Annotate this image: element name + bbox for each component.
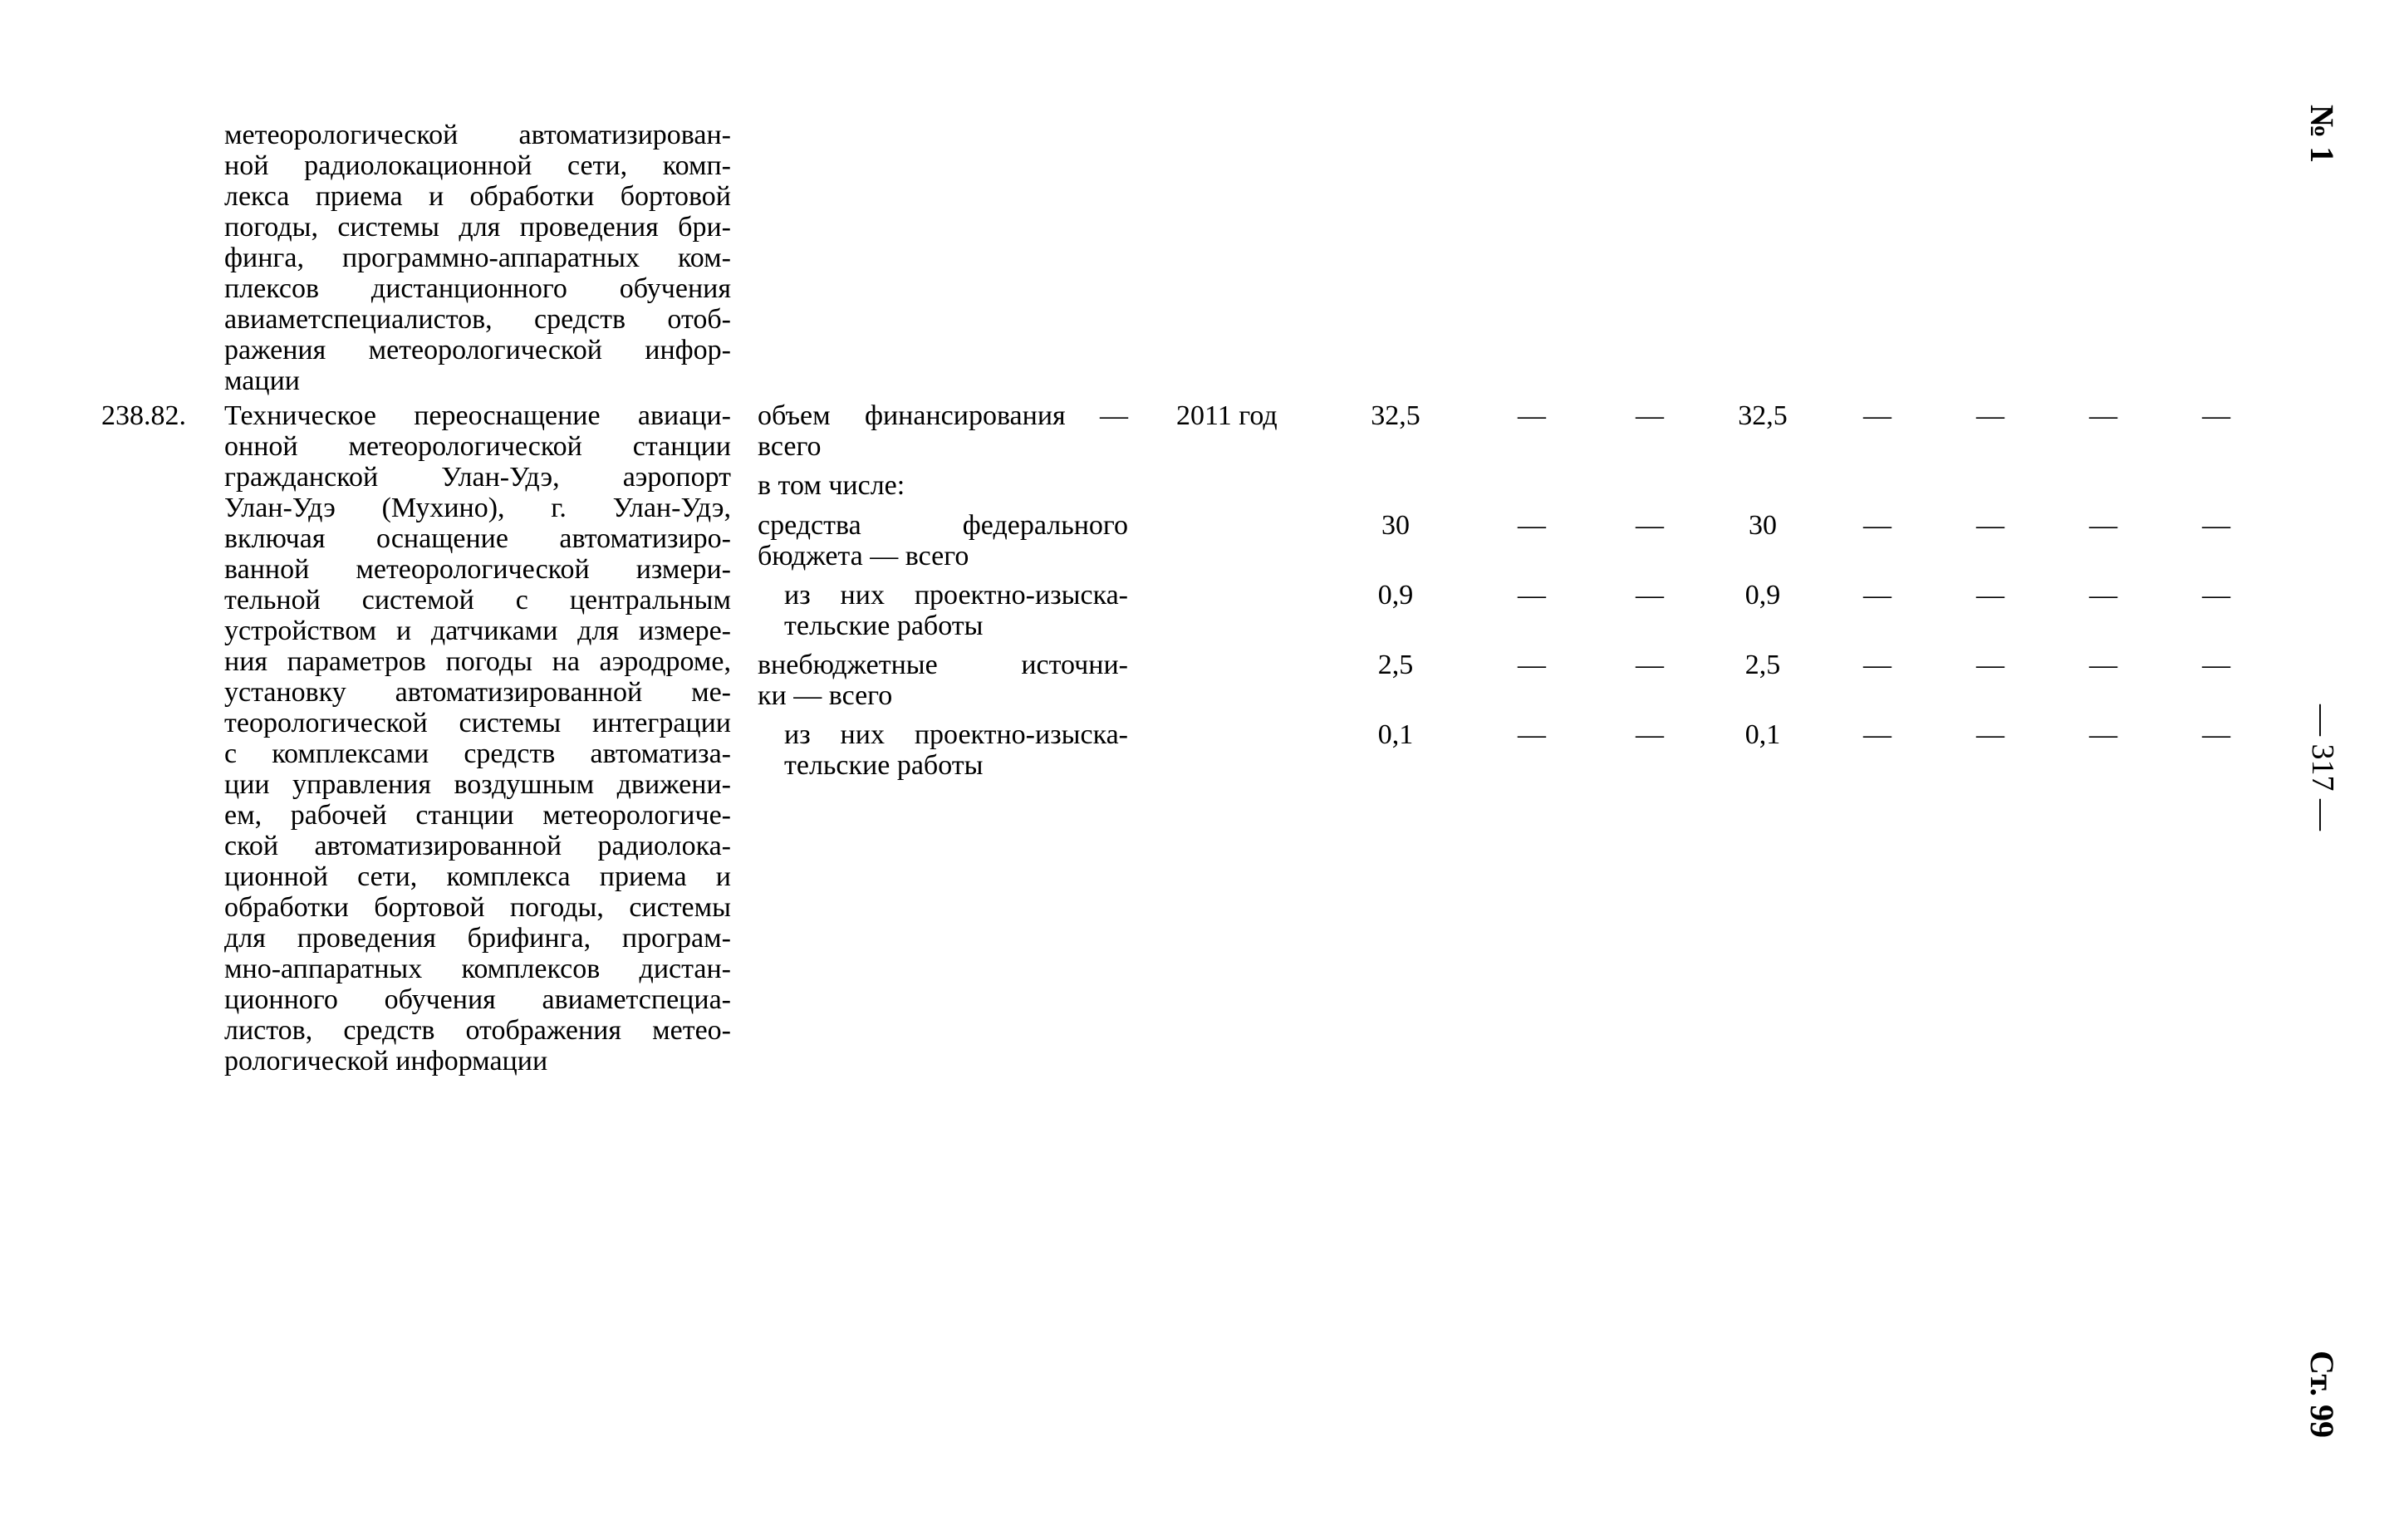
text-line: ем, рабочей станции метеорологиче- <box>224 800 731 831</box>
text-line: авиаметспециалистов, средств отоб- <box>224 304 731 335</box>
text-line: ки — всего <box>758 680 893 711</box>
text-line: мно-аппаратных комплексов дистан- <box>224 954 731 984</box>
text-line: ной радиолокационной сети, комп- <box>224 150 731 181</box>
value-cell: 2,5 <box>1377 650 1414 680</box>
text-line: ния параметров погоды на аэродроме, <box>224 646 731 677</box>
text-line: установку автоматизированной ме- <box>224 677 731 708</box>
text-line: метеорологической автоматизирован- <box>224 120 731 150</box>
value-cell: — <box>1518 719 1546 750</box>
value-cell: — <box>1518 510 1546 541</box>
value-cell: — <box>2089 400 2117 431</box>
text-line: финга, программно-аппаратных ком- <box>224 243 731 273</box>
text-line: ской автоматизированной радиолока- <box>224 831 731 861</box>
text-line: для проведения брифинга, програм- <box>224 923 731 954</box>
value-cell: — <box>1636 650 1664 680</box>
text-line: мации <box>224 365 300 396</box>
value-cell: 0,1 <box>1744 719 1781 750</box>
value-cell: — <box>1863 400 1891 431</box>
text-line: тельские работы <box>784 750 984 781</box>
text-line: средства федерального <box>758 510 1128 541</box>
issue-number: № 1 <box>2303 105 2341 164</box>
funding-label-federal <box>758 510 1128 571</box>
value-cell: — <box>1863 510 1891 541</box>
text-line: плексов дистанционного обучения <box>224 273 731 304</box>
text-line: бюджета — всего <box>758 541 969 571</box>
value-cell: — <box>1976 580 2004 611</box>
article-number: Ст. 99 <box>2303 1351 2341 1438</box>
funding-label-extrabudget <box>758 650 1128 711</box>
text-line: внебюджетные источни- <box>758 650 1128 680</box>
item-number: 238.82. <box>101 400 186 431</box>
text-line: включая оснащение автоматизиро- <box>224 523 731 554</box>
value-cell: — <box>2202 400 2230 431</box>
value-cell: — <box>1976 719 2004 750</box>
value-cell: 0,1 <box>1377 719 1414 750</box>
value-cell: 32,5 <box>1738 400 1788 431</box>
value-cell: — <box>1518 580 1546 611</box>
value-cell: — <box>2202 650 2230 680</box>
text-line: ражения метеорологической инфор- <box>224 335 731 365</box>
value-cell: — <box>1636 719 1664 750</box>
value-cell: — <box>2089 580 2117 611</box>
text-line: ционного обучения авиаметспециа- <box>224 984 731 1015</box>
text-line: листов, средств отображения метео- <box>224 1015 731 1046</box>
value-cell: — <box>1863 650 1891 680</box>
text-line: гражданской Улан-Удэ, аэропорт <box>224 462 731 493</box>
text-line: онной метеорологической станции <box>224 431 731 462</box>
text-line: рологической информации <box>224 1046 548 1077</box>
text-line: обработки бортовой погоды, системы <box>224 892 731 923</box>
text-line: Улан-Удэ (Мухино), г. Улан-Удэ, <box>224 493 731 523</box>
value-cell: 32,5 <box>1371 400 1420 431</box>
value-cell: 0,9 <box>1377 580 1414 611</box>
text-line: ции управления воздушным движени- <box>224 769 731 800</box>
text-line: ванной метеорологической измери- <box>224 554 731 585</box>
text-line: тельной системой с центральным <box>224 585 731 616</box>
prev-item-description <box>224 120 731 396</box>
funding-label-federal-survey <box>784 580 1128 641</box>
funding-label-total <box>758 400 1128 462</box>
text-line: ционной сети, комплекса приема и <box>224 861 731 892</box>
value-cell: — <box>1636 510 1664 541</box>
value-cell: — <box>2089 719 2117 750</box>
value-cell: — <box>1976 510 2004 541</box>
value-cell: 30 <box>1381 510 1410 541</box>
text-line: тельские работы <box>784 611 984 641</box>
value-cell: — <box>2202 580 2230 611</box>
text-line: из них проектно-изыска- <box>784 719 1128 750</box>
value-cell: — <box>1636 580 1664 611</box>
value-cell: — <box>1976 650 2004 680</box>
text-line: погоды, системы для проведения бри- <box>224 212 731 243</box>
text-line: объем финансирования — <box>758 400 1128 431</box>
value-cell: — <box>1518 650 1546 680</box>
value-cell: 0,9 <box>1744 580 1781 611</box>
text-line: устройством и датчиками для измере- <box>224 616 731 646</box>
page-number: — 317 — <box>2305 704 2340 831</box>
year-cell: 2011 год <box>1176 400 1278 431</box>
value-cell: — <box>2089 650 2117 680</box>
item-description <box>224 400 731 1077</box>
text-line: Техническое переоснащение авиаци- <box>224 400 731 431</box>
value-cell: — <box>1636 400 1664 431</box>
funding-label-including: в том числе: <box>758 470 905 501</box>
value-cell: — <box>1863 580 1891 611</box>
text-line: лекса приема и обработки бортовой <box>224 181 731 212</box>
text-line: из них проектно-изыска- <box>784 580 1128 611</box>
value-cell: — <box>2202 510 2230 541</box>
text-line: теорологической системы интеграции <box>224 708 731 738</box>
value-cell: 30 <box>1749 510 1777 541</box>
value-cell: — <box>1518 400 1546 431</box>
text-line: всего <box>758 431 822 462</box>
text-line: с комплексами средств автоматиза- <box>224 738 731 769</box>
value-cell: 2,5 <box>1744 650 1781 680</box>
value-cell: — <box>2089 510 2117 541</box>
value-cell: — <box>2202 719 2230 750</box>
value-cell: — <box>1976 400 2004 431</box>
funding-label-extrabudget-survey <box>784 719 1128 781</box>
value-cell: — <box>1863 719 1891 750</box>
